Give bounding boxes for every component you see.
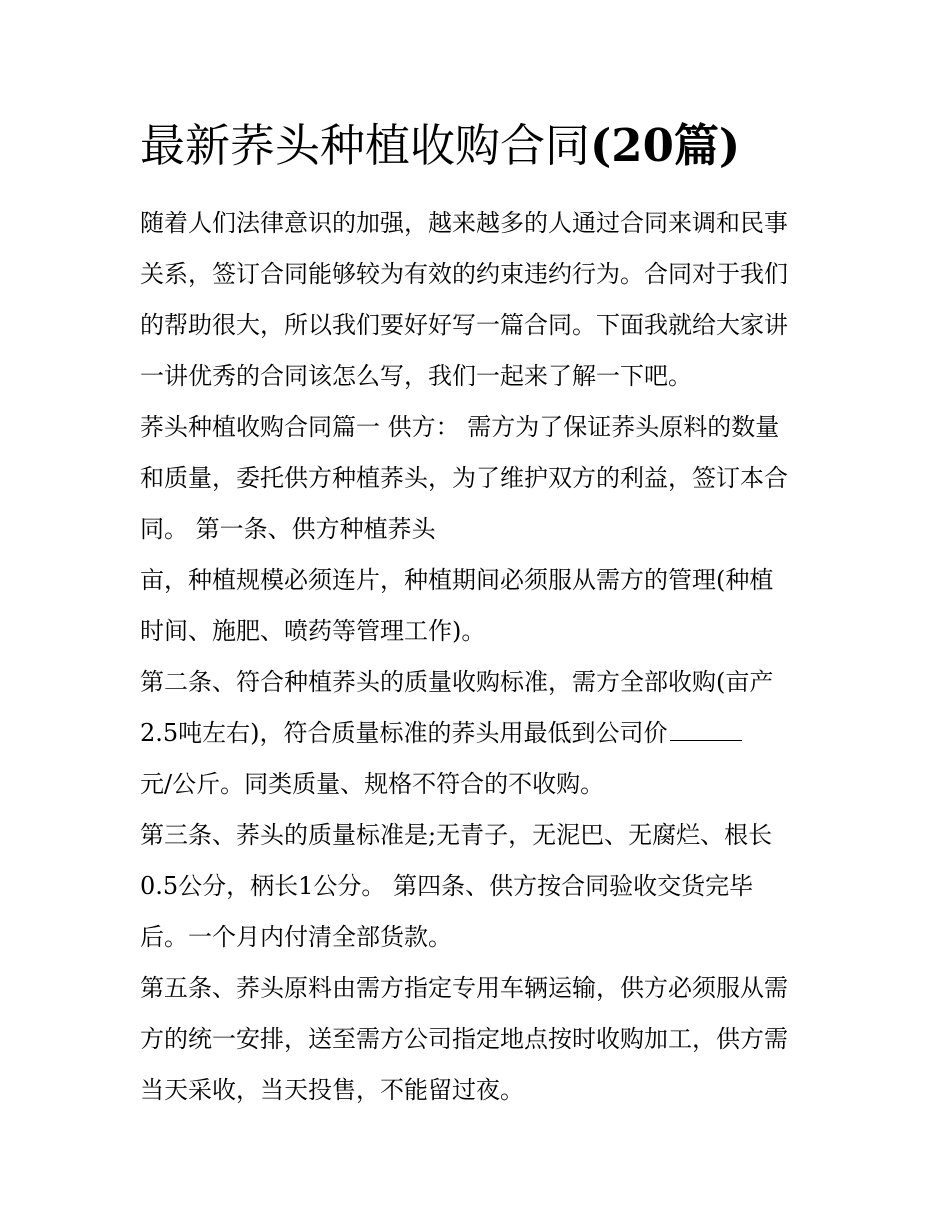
body-line: 当天采收，当天投售，不能留过夜。 [140, 1076, 524, 1104]
body-line: 亩，种植规模必须连片，种植期间必须服从需方的管理(种植 [140, 566, 774, 594]
body-line: 同。 第一条、供方种植荞头 [140, 515, 436, 543]
body-line: 方的统一安排，送至需方公司指定地点按时收购加工，供方需 [140, 1025, 788, 1053]
title-suffix: (20篇) [590, 119, 741, 172]
body-line: 元/公斤。同类质量、规格不符合的不收购。 [140, 770, 605, 798]
price-blank [670, 718, 742, 741]
body-line: 后。一个月内付清全部货款。 [140, 923, 452, 951]
document-body [140, 198, 830, 1116]
body-line: 一讲优秀的合同该怎么写，我们一起来了解一下吧。 [140, 362, 692, 390]
body-line: 第二条、符合种植荞头的质量收购标准，需方全部收购(亩产 [140, 668, 774, 696]
body-line: 荞头种植收购合同篇一 供方： 需方为了保证荞头原料的数量 [140, 413, 780, 441]
title-main: 最新荞头种植收购合同 [140, 119, 591, 172]
body-line: 第三条、荞头的质量标准是;无青子，无泥巴、无腐烂、根长 [140, 821, 773, 849]
document-title [140, 114, 840, 178]
body-line: 和质量，委托供方种植荞头，为了维护双方的利益，签订本合 [140, 464, 788, 492]
body-line: 第五条、荞头原料由需方指定专用车辆运输，供方必须服从需 [140, 974, 788, 1002]
body-line: 关系，签订合同能够较为有效的约束违约行为。合同对于我们 [140, 260, 788, 288]
price-line-text: 2.5吨左右)，符合质量标准的荞头用最低到公司价 [140, 719, 668, 747]
body-line: 的帮助很大，所以我们要好好写一篇合同。下面我就给大家讲 [140, 311, 788, 339]
body-line: 随着人们法律意识的加强，越来越多的人通过合同来调和民事 [140, 209, 788, 237]
body-line-with-blank [140, 708, 830, 759]
body-line: 0.5公分，柄长1公分。 第四条、供方按合同验收交货完毕 [140, 872, 754, 900]
body-line: 时间、施肥、喷药等管理工作)。 [140, 617, 486, 645]
